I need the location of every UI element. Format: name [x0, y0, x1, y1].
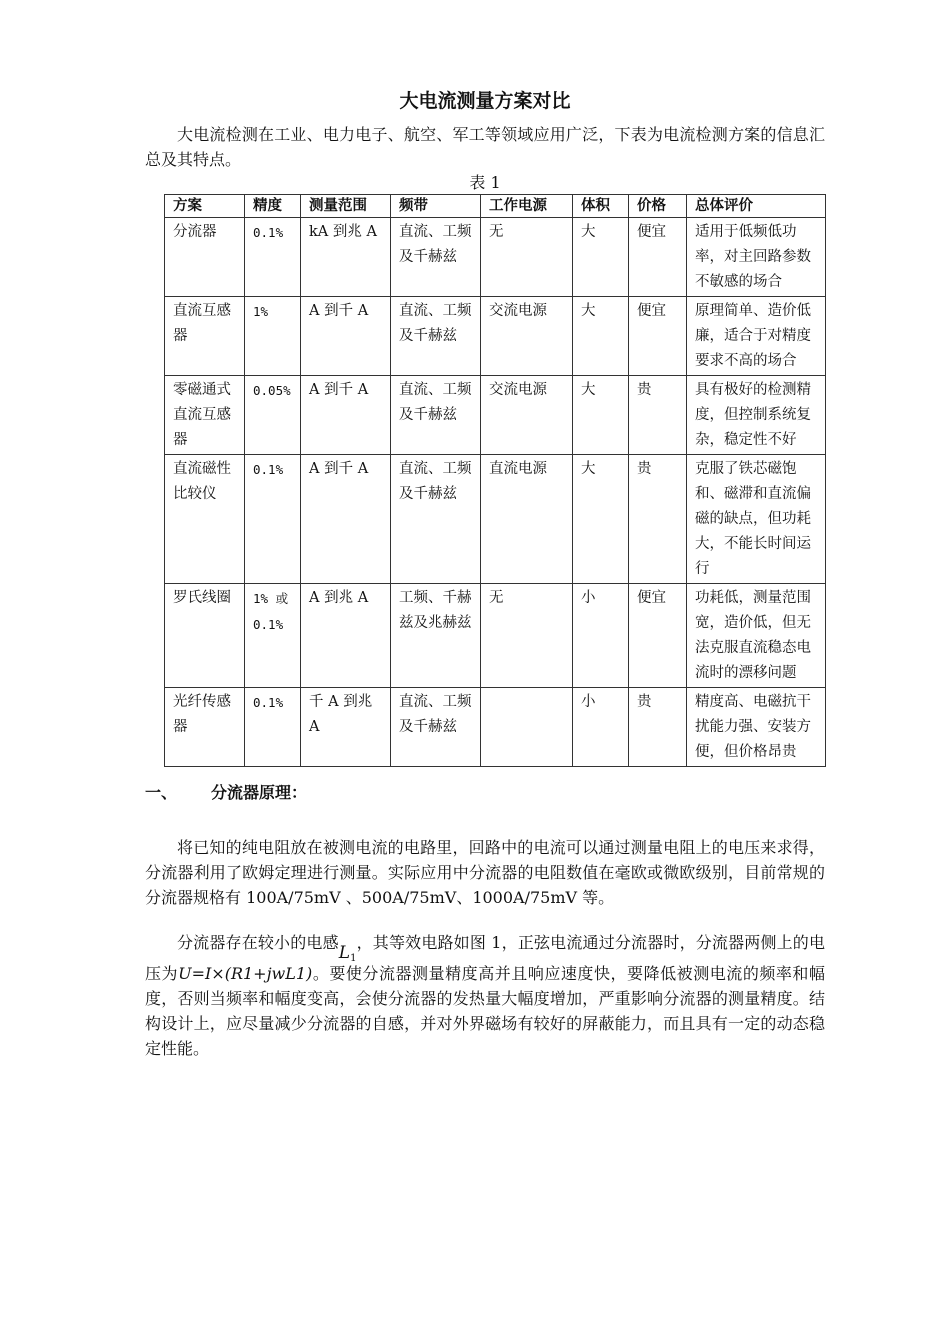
intro-paragraph: 大电流检测在工业、电力电子、航空、军工等领域应用广泛，下表为电流检测方案的信息汇总及其特点。	[145, 125, 825, 169]
table-cell	[245, 688, 301, 767]
table-cell: 克服了铁芯磁饱和、磁滞和直流偏磁的缺点，但功耗大，不能长时间运行	[687, 455, 826, 584]
table-cell: 便宜	[629, 584, 687, 688]
section-number: 一、	[145, 783, 178, 802]
table-cell: A 到千 A	[301, 376, 391, 455]
table-cell: 小	[573, 584, 629, 688]
table-caption: 表 1	[469, 173, 501, 192]
table-cell: 小	[573, 688, 629, 767]
header-cell: 总体评价	[687, 195, 826, 218]
table-cell: A 到千 A	[301, 297, 391, 376]
table-cell-value: 0.1%	[253, 695, 284, 710]
table-cell: kA 到兆 A	[301, 218, 391, 297]
table-cell: 大	[573, 218, 629, 297]
table-cell: 交流电源	[481, 376, 573, 455]
shunt-principle-paragraph: 将已知的纯电阻放在被测电流的电路里，回路中的电流可以通过测量电阻上的电压来求得，分流器利用了欧姆定理进行测量。实际应用中分流器的电阻数值在毫欧或微欧级别，目前常规的分流器规格有 100A/75mV 、500A/75mV、1000A/75mV 等。	[145, 838, 825, 907]
table-cell: 分流器	[165, 218, 245, 297]
shunt-inductance-paragraph	[145, 930, 825, 1061]
document-page	[145, 88, 825, 1061]
section-title: 分流器原理：	[211, 783, 308, 802]
table-cell	[245, 455, 301, 584]
table-cell: 贵	[629, 376, 687, 455]
table-cell: 便宜	[629, 297, 687, 376]
header-cell: 体积	[573, 195, 629, 218]
table-cell: 便宜	[629, 218, 687, 297]
table-cell	[481, 688, 573, 767]
header-cell: 测量范围	[301, 195, 391, 218]
table-cell-value: 0.05%	[253, 383, 291, 398]
table-cell: 功耗低，测量范围宽，造价低，但无法克服直流稳态电流时的漂移问题	[687, 584, 826, 688]
header-cell: 工作电源	[481, 195, 573, 218]
table-header-row	[165, 195, 826, 218]
table-row	[165, 455, 826, 584]
table-cell: 直流、工频及千赫兹	[391, 297, 481, 376]
table-row	[165, 297, 826, 376]
table-cell: A 到千 A	[301, 455, 391, 584]
table-row	[165, 688, 826, 767]
table-cell: 千 A 到兆 A	[301, 688, 391, 767]
table-cell: 罗氏线圈	[165, 584, 245, 688]
table-cell: 直流磁性比较仪	[165, 455, 245, 584]
table-cell-value: 0.1%	[253, 462, 284, 477]
section-heading	[145, 781, 825, 805]
header-cell: 频带	[391, 195, 481, 218]
paragraph-text: 。要使分流器测量精度高并且响应速度快，要降低被测电流的频率和幅度，否则当频率和幅度变高，会使分流器的发热量大幅度增加，严重影响分流器的测量精度。结构设计上，应尽量减少分流器的自感，并对外界磁场有较好的屏蔽能力，而且具有一定的动态稳定性能。	[145, 964, 825, 1058]
table-cell: 原理简单、造价低廉，适合于对精度要求不高的场合	[687, 297, 826, 376]
document-title: 大电流测量方案对比	[399, 90, 571, 112]
table-cell	[245, 297, 301, 376]
paragraph-text: ，其等效电路如图 1，正弦电流通过分流器时，分流器两侧上的电压为	[145, 933, 825, 983]
comparison-table	[164, 194, 826, 767]
table-cell	[245, 376, 301, 455]
inductance-letter: L	[338, 943, 351, 963]
table-cell: 直流、工频及千赫兹	[391, 688, 481, 767]
voltage-formula: U=I×(R1+jwL1)	[178, 964, 313, 983]
table-cell	[245, 218, 301, 297]
table-cell-value: 1%	[253, 304, 269, 319]
inductance-subscript: 1	[350, 953, 357, 964]
table-cell: 大	[573, 455, 629, 584]
header-cell: 方案	[165, 195, 245, 218]
table-cell: 直流电源	[481, 455, 573, 584]
table-cell: 工频、千赫兹及兆赫兹	[391, 584, 481, 688]
table-cell: 直流、工频及千赫兹	[391, 218, 481, 297]
table-row	[165, 376, 826, 455]
table-cell: 直流、工频及千赫兹	[391, 455, 481, 584]
table-cell: 交流电源	[481, 297, 573, 376]
table-cell: 零磁通式直流互感器	[165, 376, 245, 455]
header-cell: 精度	[245, 195, 301, 218]
table-cell: 直流互感器	[165, 297, 245, 376]
table-cell-value: 1% 或 0.1%	[253, 591, 289, 632]
table-cell: 适用于低频低功率，对主回路参数不敏感的场合	[687, 218, 826, 297]
table-row	[165, 584, 826, 688]
header-cell: 价格	[629, 195, 687, 218]
table-cell: 贵	[629, 455, 687, 584]
table-cell: 贵	[629, 688, 687, 767]
table-cell: A 到兆 A	[301, 584, 391, 688]
table-cell	[245, 584, 301, 688]
table-cell: 直流、工频及千赫兹	[391, 376, 481, 455]
paragraph-text: 分流器存在较小的电感	[177, 933, 339, 952]
table-cell: 无	[481, 218, 573, 297]
table-cell: 大	[573, 297, 629, 376]
table-cell: 光纤传感器	[165, 688, 245, 767]
table-cell-value: 0.1%	[253, 225, 284, 240]
table-cell: 大	[573, 376, 629, 455]
table-row	[165, 218, 826, 297]
table-cell: 无	[481, 584, 573, 688]
inductance-symbol	[339, 943, 357, 963]
table-cell: 精度高、电磁抗干扰能力强、安装方便，但价格昂贵	[687, 688, 826, 767]
table-cell: 具有极好的检测精度，但控制系统复杂，稳定性不好	[687, 376, 826, 455]
